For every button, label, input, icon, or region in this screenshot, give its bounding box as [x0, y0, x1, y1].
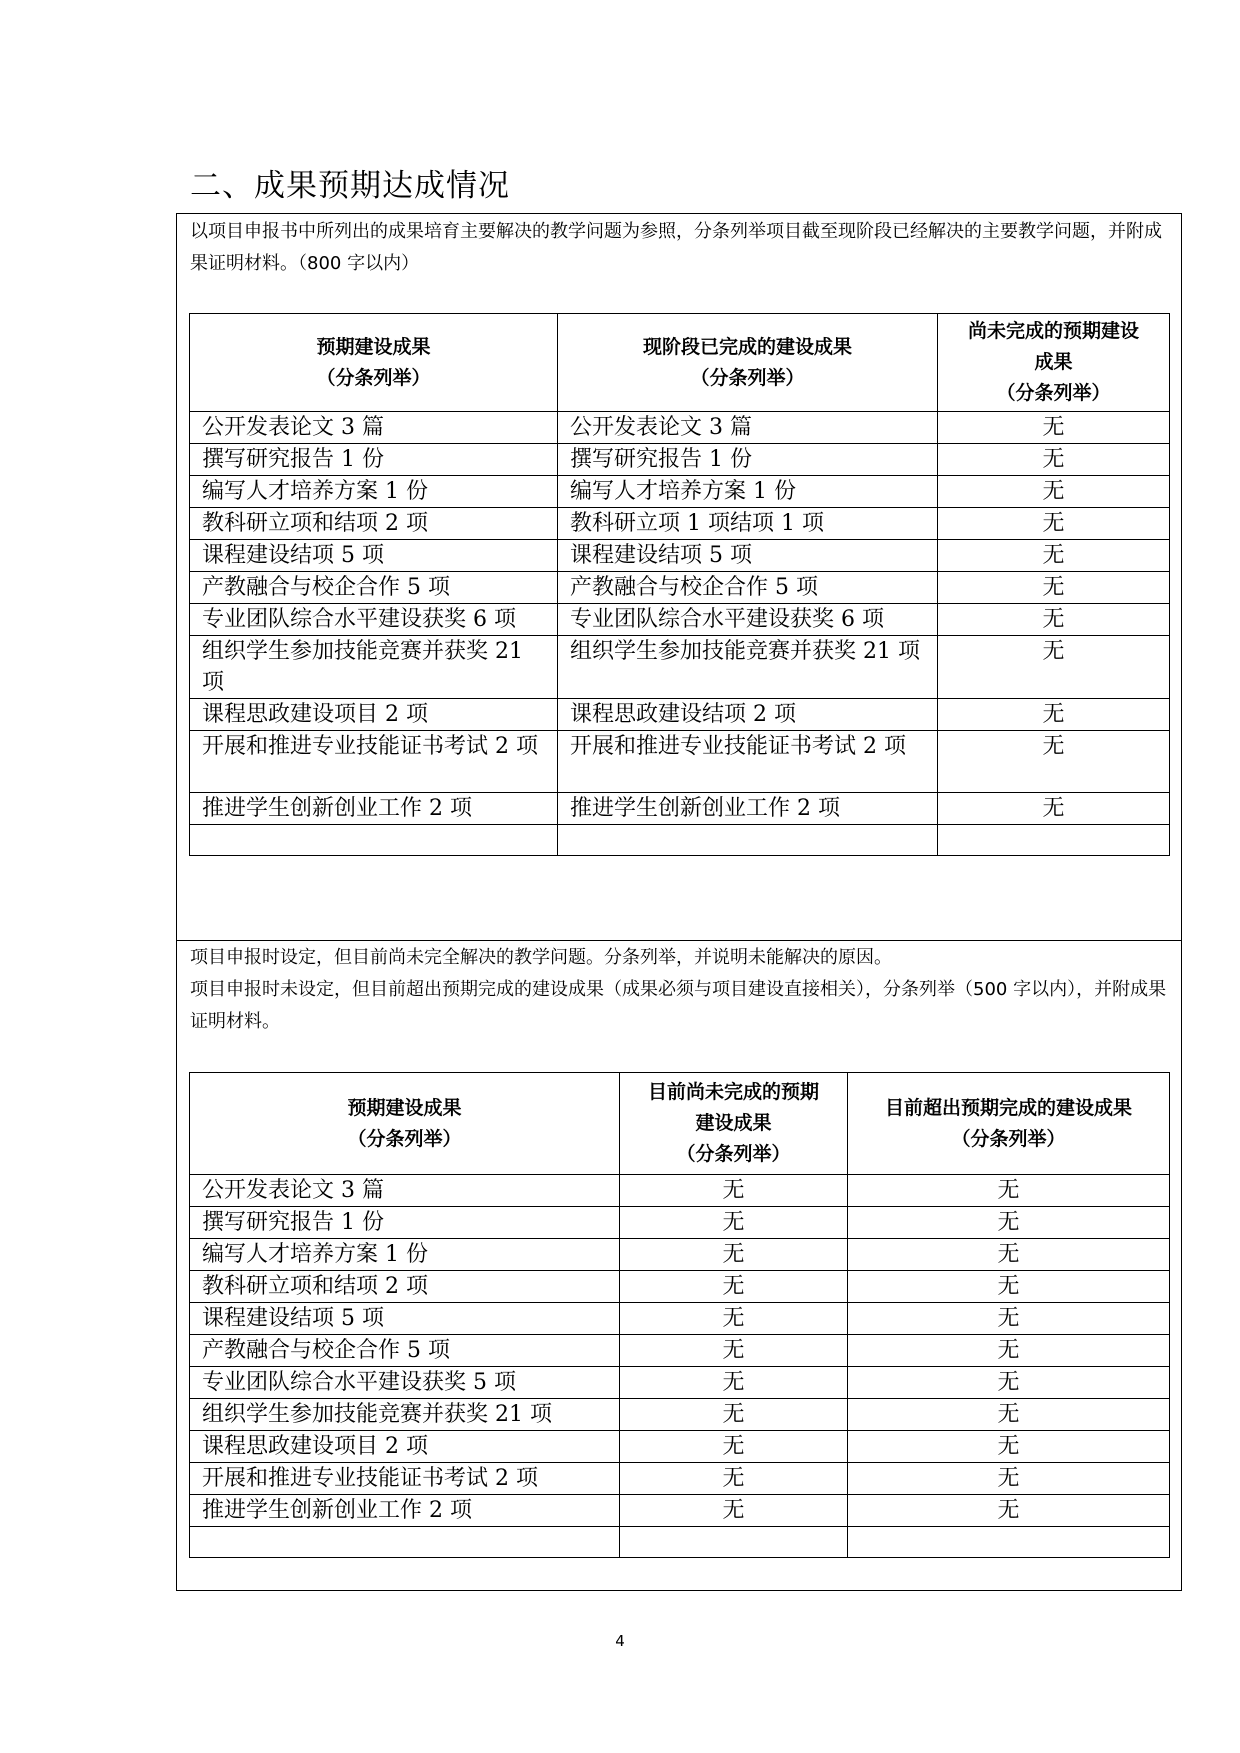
header-line: 成果	[1034, 351, 1073, 373]
table-cell: 无	[938, 508, 1170, 540]
table-cell: 课程思政建设项目 2 项	[190, 1431, 620, 1463]
table-cell: 无	[848, 1271, 1170, 1303]
header-cell-1	[620, 1073, 848, 1175]
header-line: （分条列举）	[996, 382, 1111, 404]
table-cell	[938, 825, 1170, 856]
table-cell: 无	[848, 1175, 1170, 1207]
table-cell: 无	[620, 1175, 848, 1207]
table-cell: 公开发表论文 3 篇	[190, 1175, 620, 1207]
page-number: 4	[615, 1632, 625, 1650]
table-row	[190, 572, 1170, 604]
table-cell: 无	[620, 1431, 848, 1463]
table-cell: 无	[938, 731, 1170, 793]
table-cell: 无	[938, 540, 1170, 572]
table-cell: 无	[848, 1367, 1170, 1399]
table-cell: 无	[620, 1303, 848, 1335]
header-line: （分条列举）	[690, 366, 805, 389]
header-line: 预期建设成果	[347, 1096, 462, 1119]
header-line: 现阶段已完成的建设成果	[642, 335, 852, 358]
table-cell: 开展和推进专业技能证书考试 2 项	[558, 731, 938, 793]
table-cell: 无	[620, 1239, 848, 1271]
table-cell: 教科研立项和结项 2 项	[190, 1271, 620, 1303]
table-row	[190, 1207, 1170, 1239]
table-cell: 公开发表论文 3 篇	[190, 412, 558, 444]
table-row	[190, 1335, 1170, 1367]
table-cell: 推进学生创新创业工作 2 项	[558, 793, 938, 825]
table-cell	[620, 1527, 848, 1558]
table-cell: 无	[848, 1399, 1170, 1431]
section-title: 二、成果预期达成情况	[190, 168, 510, 204]
table-row	[190, 1239, 1170, 1271]
table-cell: 专业团队综合水平建设获奖 6 项	[558, 604, 938, 636]
table-cell: 无	[938, 476, 1170, 508]
table-cell: 编写人才培养方案 1 份	[190, 1239, 620, 1271]
table-cell: 无	[620, 1399, 848, 1431]
table-cell: 组织学生参加技能竞赛并获奖 21 项	[190, 636, 558, 699]
header-line: （分条列举）	[316, 366, 431, 389]
table-row	[190, 508, 1170, 540]
table-cell: 产教融合与校企合作 5 项	[190, 1335, 620, 1367]
section2-instruction	[190, 942, 1168, 1038]
header-line: 预期建设成果	[316, 335, 431, 358]
table-row	[190, 540, 1170, 572]
table-row	[190, 793, 1170, 825]
achievement-table-2	[189, 1072, 1170, 1558]
table-cell: 撰写研究报告 1 份	[190, 444, 558, 476]
header-cell-2	[848, 1073, 1170, 1175]
table-cell: 推进学生创新创业工作 2 项	[190, 1495, 620, 1527]
header-line: 尚未完成的预期建设	[967, 320, 1139, 342]
section2-instruction-text-1: 项目申报时设定，但目前尚未完全解决的教学问题。分条列举，并说明未能解决的原因。	[190, 947, 892, 968]
header-line: 目前超出预期完成的建设成果	[884, 1096, 1132, 1119]
table-cell	[190, 825, 558, 856]
header-cell-1	[558, 314, 938, 412]
table-cell: 课程建设结项 5 项	[190, 1303, 620, 1335]
table-cell: 推进学生创新创业工作 2 项	[190, 793, 558, 825]
table-cell: 教科研立项和结项 2 项	[190, 508, 558, 540]
table-cell: 编写人才培养方案 1 份	[558, 476, 938, 508]
table-row	[190, 1527, 1170, 1558]
header-line: （分条列举）	[676, 1143, 791, 1165]
table-cell	[190, 1527, 620, 1558]
table-cell: 无	[848, 1207, 1170, 1239]
table-cell: 无	[938, 412, 1170, 444]
table-cell: 无	[938, 793, 1170, 825]
header-line: （分条列举）	[951, 1127, 1066, 1150]
table-cell: 教科研立项 1 项结项 1 项	[558, 508, 938, 540]
section1-instruction	[190, 216, 1168, 280]
table-cell: 开展和推进专业技能证书考试 2 项	[190, 731, 558, 793]
achievement-table-1	[189, 313, 1170, 856]
table-cell: 无	[620, 1463, 848, 1495]
table-cell: 无	[848, 1463, 1170, 1495]
table-cell: 产教融合与校企合作 5 项	[558, 572, 938, 604]
header-line: 建设成果	[695, 1112, 772, 1134]
table-header-row	[190, 314, 1170, 412]
table-cell	[848, 1527, 1170, 1558]
table-cell	[558, 825, 938, 856]
table-cell: 无	[938, 572, 1170, 604]
table-cell: 无	[848, 1335, 1170, 1367]
table-cell: 课程建设结项 5 项	[558, 540, 938, 572]
header-cell-2	[938, 314, 1170, 412]
table-cell: 课程思政建设项目 2 项	[190, 699, 558, 731]
table-cell: 无	[620, 1495, 848, 1527]
header-cell-0	[190, 314, 558, 412]
table-cell: 产教融合与校企合作 5 项	[190, 572, 558, 604]
section1-instruction-text: 以项目申报书中所列出的成果培育主要解决的教学问题为参照，分条列举项目截至现阶段已经解决的主要教学问题，并附成果证明材料。（800 字以内）	[190, 221, 1162, 274]
table-cell: 无	[848, 1431, 1170, 1463]
table-cell: 专业团队综合水平建设获奖 5 项	[190, 1367, 620, 1399]
table-cell: 编写人才培养方案 1 份	[190, 476, 558, 508]
table-cell: 组织学生参加技能竞赛并获奖 21 项	[558, 636, 938, 699]
table-cell: 无	[938, 604, 1170, 636]
table-row	[190, 412, 1170, 444]
table-header-row	[190, 1073, 1170, 1175]
header-line: （分条列举）	[347, 1127, 462, 1150]
table-cell: 无	[938, 699, 1170, 731]
table-cell: 撰写研究报告 1 份	[558, 444, 938, 476]
header-cell-0	[190, 1073, 620, 1175]
table-row	[190, 825, 1170, 856]
table-cell: 课程思政建设结项 2 项	[558, 699, 938, 731]
table-cell: 开展和推进专业技能证书考试 2 项	[190, 1463, 620, 1495]
table-row	[190, 1271, 1170, 1303]
table-row	[190, 444, 1170, 476]
table-cell: 专业团队综合水平建设获奖 6 项	[190, 604, 558, 636]
table-cell: 课程建设结项 5 项	[190, 540, 558, 572]
table-row	[190, 1175, 1170, 1207]
table-cell: 公开发表论文 3 篇	[558, 412, 938, 444]
table-row	[190, 1367, 1170, 1399]
table-cell: 无	[848, 1239, 1170, 1271]
header-line: 目前尚未完成的预期	[647, 1081, 819, 1103]
table-cell: 无	[620, 1335, 848, 1367]
table-cell: 无	[848, 1495, 1170, 1527]
table-row	[190, 1431, 1170, 1463]
table-cell: 组织学生参加技能竞赛并获奖 21 项	[190, 1399, 620, 1431]
table-row	[190, 1399, 1170, 1431]
table-row	[190, 476, 1170, 508]
table-row	[190, 1495, 1170, 1527]
section2-instruction-text-2: 项目申报时未设定，但目前超出预期完成的建设成果（成果必须与项目建设直接相关），分条列举（500 字以内），并附成果证明材料。	[190, 979, 1167, 1032]
table-row	[190, 1463, 1170, 1495]
table-row	[190, 636, 1170, 699]
table-cell: 撰写研究报告 1 份	[190, 1207, 620, 1239]
table-cell: 无	[938, 636, 1170, 699]
table-cell: 无	[938, 444, 1170, 476]
table-cell: 无	[620, 1271, 848, 1303]
table-row	[190, 604, 1170, 636]
table-cell: 无	[620, 1367, 848, 1399]
table-row	[190, 1303, 1170, 1335]
table-row	[190, 699, 1170, 731]
table-row	[190, 731, 1170, 793]
frame-divider	[177, 940, 1181, 941]
table-cell: 无	[620, 1207, 848, 1239]
table-cell: 无	[848, 1303, 1170, 1335]
